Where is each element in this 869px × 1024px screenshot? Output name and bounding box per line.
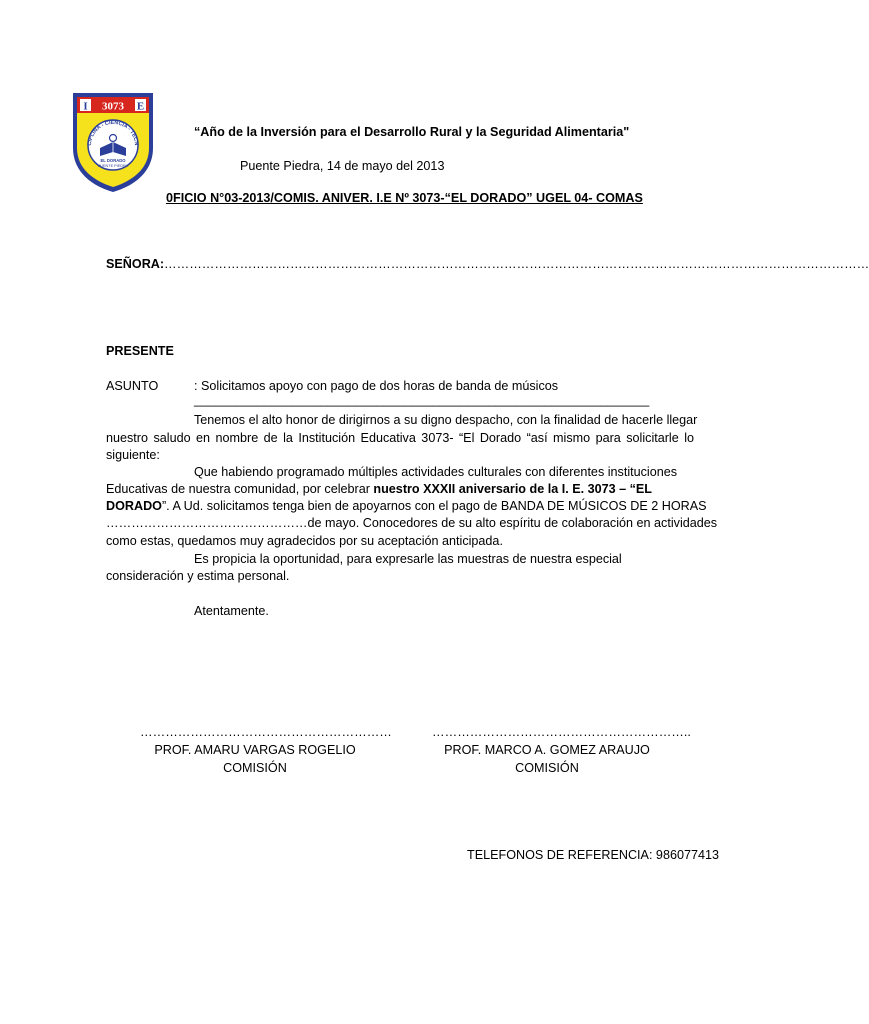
body-p2-line2 bbox=[106, 481, 694, 498]
signature-name-2: PROF. MARCO A. GOMEZ ARAUJO bbox=[444, 743, 650, 757]
asunto-label: ASUNTO bbox=[106, 379, 159, 393]
crest-number: 3073 bbox=[102, 100, 124, 113]
crest-motto: CIPLINA - CIENCIA - TECN bbox=[86, 119, 140, 146]
body-p1-line1: Tenemos el alto honor de dirigirnos a su digno despacho, con la finalidad de hacerle llegar bbox=[194, 413, 698, 427]
body-p2-line2-bold: nuestro XXXII aniversario de la I. E. 3073 – “EL bbox=[373, 482, 653, 496]
crest-school-place: PUENTE PIEDRA bbox=[97, 164, 129, 168]
body-p2-line1: Que habiendo programado múltiples actividades culturales con diferentes instituciones bbox=[194, 465, 678, 479]
presente-label: PRESENTE bbox=[106, 344, 174, 358]
place-date: Puente Piedra, 14 de mayo del 2013 bbox=[240, 159, 445, 173]
reference-phones: TELEFONOS DE REFERENCIA: 986077413 bbox=[467, 848, 719, 862]
year-motto: “Año de la Inversión para el Desarrollo Rural y la Seguridad Alimentaria" bbox=[194, 125, 630, 139]
body-p2-line2-start: Educativas de nuestra comunidad, por celebrar bbox=[106, 482, 374, 496]
office-reference: 0FICIO N°03-2013/COMIS. ANIVER. I.E Nº 3073-“EL DORADO” UGEL 04- COMAS bbox=[166, 191, 643, 205]
signature-line-1: …………………………………………………… bbox=[140, 725, 392, 739]
body-p2-line3-rest: ”. A Ud. solicitamos tenga bien de apoyarnos con el pago de BANDA DE MÚSICOS DE 2 HORAS bbox=[161, 499, 707, 513]
body-p3-line2: consideración y estima personal. bbox=[106, 569, 290, 583]
signature-name-1: PROF. AMARU VARGAS ROGELIO bbox=[154, 743, 356, 757]
crest-letter-right: E bbox=[136, 100, 145, 113]
body-p2-line3 bbox=[106, 498, 707, 515]
body-p2-line5: como estas, quedamos muy agradecidos por su aceptación anticipada. bbox=[106, 534, 503, 548]
asunto-underline: _________________________________________________________________ bbox=[194, 393, 650, 407]
body-p2-line4: …………………………………………de mayo. Conocedores de su alto espíritu de colaboración en actividades bbox=[106, 516, 718, 530]
body-p3-line1: Es propicia la oportunidad, para expresarle las muestras de nuestra especial bbox=[194, 552, 622, 566]
signature-role-1: COMISIÓN bbox=[223, 761, 287, 775]
school-crest-logo bbox=[70, 90, 156, 194]
closing: Atentamente. bbox=[194, 604, 269, 618]
body-p1-line2: nuestro saludo en nombre de la Institución Educativa 3073- “El Dorado “así mismo para solicitarle lo bbox=[106, 431, 694, 445]
addressee-blank: …………………………………………………………………………………………………………………………………………………… bbox=[164, 257, 869, 271]
body-p1-line3: siguiente: bbox=[106, 448, 160, 462]
crest-letter-left: I bbox=[83, 100, 88, 113]
asunto-text: : Solicitamos apoyo con pago de dos horas de banda de músicos bbox=[194, 379, 559, 393]
addressee-label: SEÑORA: bbox=[106, 257, 165, 271]
body-p2-line3-bold: DORADO bbox=[106, 499, 162, 513]
signature-line-2: …………………………………………………….. bbox=[432, 725, 691, 739]
signature-role-2: COMISIÓN bbox=[515, 761, 579, 775]
crest-school-name: EL DORADO bbox=[100, 158, 126, 163]
